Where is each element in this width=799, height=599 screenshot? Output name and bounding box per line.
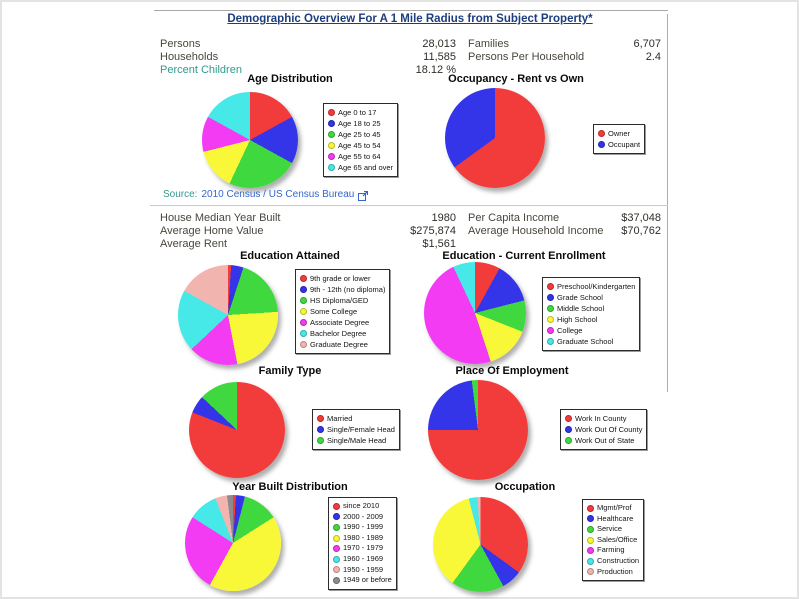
legend-color-dot-icon (328, 142, 335, 149)
legend-item (300, 273, 385, 284)
legend-color-dot-icon (300, 330, 307, 337)
legend-label: Work Out of State (575, 436, 635, 445)
legend-item (300, 339, 385, 350)
legend-color-dot-icon (587, 547, 594, 554)
stat-row (468, 212, 661, 225)
legend-label: 1949 or before (343, 575, 392, 585)
legend-item (328, 162, 393, 173)
legend-color-dot-icon (565, 426, 572, 433)
external-link-icon[interactable] (358, 191, 368, 201)
legend-color-dot-icon (333, 556, 340, 563)
legend-item (328, 129, 393, 140)
legend-color-dot-icon (317, 415, 324, 422)
legend-item (333, 501, 392, 512)
legend-label: Sales/Office (597, 534, 638, 544)
legend-label: Associate Degree (310, 318, 370, 327)
stats-top-right (468, 38, 661, 64)
legend-label: Mgmt/Prof (597, 503, 632, 512)
stat-row (160, 212, 456, 225)
legend-item (317, 435, 395, 446)
legend-label: Healthcare (597, 513, 634, 523)
legend-label: Single/Female Head (327, 425, 395, 434)
legend-label: since 2010 (343, 501, 380, 510)
chart-title-age-distribution: Age Distribution (247, 73, 333, 85)
right-border-line (667, 14, 668, 392)
legend-color-dot-icon (547, 294, 554, 301)
legend-color-dot-icon (587, 558, 594, 565)
legend-label: Single/Male Head (327, 436, 387, 445)
occupation-legend (582, 499, 644, 581)
legend-label: HS Diploma/GED (310, 296, 369, 305)
legend-item (333, 522, 392, 533)
legend-color-dot-icon (300, 286, 307, 293)
age-distribution-legend (323, 103, 398, 177)
chart-title-occupation: Occupation (494, 481, 556, 493)
education-enrollment-legend (542, 277, 640, 351)
source-label: Source: (163, 189, 198, 200)
legend-color-dot-icon (333, 577, 340, 584)
legend-item (333, 565, 392, 576)
legend-color-dot-icon (547, 316, 554, 323)
stat-label: Households (160, 51, 219, 63)
legend-color-dot-icon (300, 341, 307, 348)
legend-item (328, 118, 393, 129)
legend-label: Married (327, 414, 353, 423)
legend-color-dot-icon (333, 535, 340, 542)
legend-color-dot-icon (300, 297, 307, 304)
stat-row (468, 225, 661, 238)
legend-color-dot-icon (328, 164, 335, 171)
legend-label: Service (597, 524, 623, 534)
legend-color-dot-icon (333, 566, 340, 573)
legend-color-dot-icon (547, 283, 554, 290)
legend-item (328, 107, 393, 118)
chart-title-education-attained: Education Attained (240, 250, 340, 262)
stat-label: Persons Per Household (468, 51, 585, 63)
education-attained-pie (178, 265, 278, 365)
stat-value: 2.4 (645, 51, 661, 63)
stat-row (468, 38, 661, 51)
legend-label: 9th - 12th (no diploma) (310, 285, 386, 294)
legend-item (333, 575, 392, 586)
legend-color-dot-icon (328, 131, 335, 138)
legend-item (547, 336, 635, 347)
stat-value: $70,762 (621, 225, 661, 237)
family-type-pie (189, 382, 285, 478)
legend-item (547, 292, 635, 303)
legend-label: 1980 - 1989 (343, 532, 384, 542)
stat-value: 6,707 (633, 38, 661, 50)
legend-color-dot-icon (317, 426, 324, 433)
legend-label: Production (597, 566, 633, 576)
legend-label: Some College (310, 307, 358, 316)
legend-label: 1970 - 1979 (343, 543, 384, 553)
legend-label: Construction (597, 555, 640, 565)
legend-label: 1960 - 1969 (343, 553, 384, 563)
legend-color-dot-icon (317, 437, 324, 444)
legend-item (587, 524, 639, 535)
legend-item (587, 503, 639, 514)
stats-top-left (160, 38, 456, 77)
education-attained-legend (295, 269, 390, 354)
chart-title-family-type: Family Type (258, 365, 322, 377)
stat-value: 11,585 (423, 51, 456, 63)
legend-item (587, 514, 639, 525)
stats-bottom-left (160, 212, 456, 251)
legend-label: 1950 - 1959 (343, 564, 384, 574)
occupancy-pie (445, 88, 545, 188)
legend-color-dot-icon (598, 130, 605, 137)
place-of-employment-pie (428, 380, 528, 480)
legend-item (547, 314, 635, 325)
legend-item (598, 128, 640, 139)
legend-label: College (557, 326, 583, 335)
legend-label: Age 65 and over (338, 163, 394, 172)
legend-label: Grade School (557, 293, 603, 302)
stat-label: Percent Children (160, 64, 242, 76)
legend-label: 2000 - 2009 (343, 511, 384, 521)
legend-label: Occupant (608, 140, 641, 149)
legend-item (333, 554, 392, 565)
year-built-legend (328, 497, 397, 590)
chart-title-occupancy: Occupancy - Rent vs Own (448, 73, 584, 85)
stat-value: $1,561 (422, 238, 456, 250)
stat-row (468, 51, 661, 64)
legend-color-dot-icon (300, 275, 307, 282)
legend-item (300, 317, 385, 328)
year-built-pie (185, 495, 281, 591)
stat-value: 18.12 % (415, 64, 456, 76)
legend-item (300, 328, 385, 339)
legend-color-dot-icon (547, 305, 554, 312)
legend-color-dot-icon (587, 505, 594, 512)
legend-item (565, 424, 642, 435)
legend-item (547, 281, 635, 292)
chart-title-education-enrollment: Education - Current Enrollment (442, 250, 606, 262)
stat-value: $37,048 (621, 212, 661, 224)
legend-label: Age 45 to 54 (338, 141, 381, 150)
legend-color-dot-icon (547, 327, 554, 334)
legend-color-dot-icon (333, 503, 340, 510)
occupancy-legend (593, 124, 645, 154)
legend-color-dot-icon (328, 153, 335, 160)
legend-color-dot-icon (300, 308, 307, 315)
legend-item (547, 325, 635, 336)
legend-label: Work In County (575, 414, 627, 423)
legend-item (328, 140, 393, 151)
legend-label: Graduate School (557, 337, 614, 346)
legend-item (333, 543, 392, 554)
legend-item (333, 533, 392, 544)
legend-label: High School (557, 315, 598, 324)
legend-color-dot-icon (547, 338, 554, 345)
source-row (163, 189, 368, 200)
stat-label: Families (468, 38, 509, 50)
family-type-legend (312, 409, 400, 450)
stat-row (160, 38, 456, 51)
legend-item (300, 306, 385, 317)
legend-item (317, 424, 395, 435)
legend-label: Owner (608, 129, 631, 138)
stat-row (160, 225, 456, 238)
section-divider (150, 205, 668, 206)
legend-color-dot-icon (587, 526, 594, 533)
page-title: Demographic Overview For A 1 Mile Radius from Subject Property* (227, 13, 593, 25)
legend-color-dot-icon (587, 537, 594, 544)
stat-value: $275,874 (410, 225, 456, 237)
legend-color-dot-icon (565, 437, 572, 444)
stat-value: 1980 (431, 212, 456, 224)
legend-color-dot-icon (328, 120, 335, 127)
legend-color-dot-icon (333, 545, 340, 552)
legend-label: Bachelor Degree (310, 329, 367, 338)
legend-label: Age 25 to 45 (338, 130, 381, 139)
legend-item (587, 545, 639, 556)
occupation-pie (433, 497, 528, 592)
census-source-link[interactable]: 2010 Census / US Census Bureau (201, 189, 355, 200)
legend-color-dot-icon (587, 515, 594, 522)
education-enrollment-pie (424, 262, 526, 364)
legend-item (547, 303, 635, 314)
legend-label: Middle School (557, 304, 605, 313)
legend-label: Age 18 to 25 (338, 119, 381, 128)
age-distribution-pie (202, 92, 298, 188)
legend-label: Farming (597, 545, 625, 555)
legend-label: Preschool/Kindergarten (557, 282, 636, 291)
place-of-employment-legend (560, 409, 647, 450)
top-divider (154, 10, 668, 11)
legend-label: Work Out Of County (575, 425, 643, 434)
stat-label: Average Household Income (468, 225, 604, 237)
legend-label: Age 0 to 17 (338, 108, 377, 117)
stat-label: Average Home Value (160, 225, 264, 237)
chart-title-place-of-employment: Place Of Employment (455, 365, 569, 377)
legend-item (598, 139, 640, 150)
legend-color-dot-icon (328, 109, 335, 116)
legend-item (587, 567, 639, 578)
legend-item (300, 295, 385, 306)
legend-color-dot-icon (598, 141, 605, 148)
legend-item (587, 535, 639, 546)
legend-label: Graduate Degree (310, 340, 368, 349)
stat-label: House Median Year Built (160, 212, 281, 224)
legend-item (565, 435, 642, 446)
chart-title-year-built: Year Built Distribution (232, 481, 348, 493)
legend-color-dot-icon (333, 513, 340, 520)
legend-label: 9th grade or lower (310, 274, 371, 283)
legend-item (328, 151, 393, 162)
legend-color-dot-icon (300, 319, 307, 326)
legend-item (317, 413, 395, 424)
legend-item (565, 413, 642, 424)
legend-item (333, 512, 392, 523)
stat-label: Persons (160, 38, 201, 50)
stat-row (160, 51, 456, 64)
stat-label: Average Rent (160, 238, 228, 250)
stat-label: Per Capita Income (468, 212, 560, 224)
legend-color-dot-icon (333, 524, 340, 531)
legend-label: Age 55 to 64 (338, 152, 381, 161)
legend-color-dot-icon (565, 415, 572, 422)
legend-item (300, 284, 385, 295)
stats-bottom-right (468, 212, 661, 238)
legend-label: 1990 - 1999 (343, 522, 384, 532)
legend-item (587, 556, 639, 567)
legend-color-dot-icon (587, 568, 594, 575)
stat-value: 28,013 (422, 38, 456, 50)
